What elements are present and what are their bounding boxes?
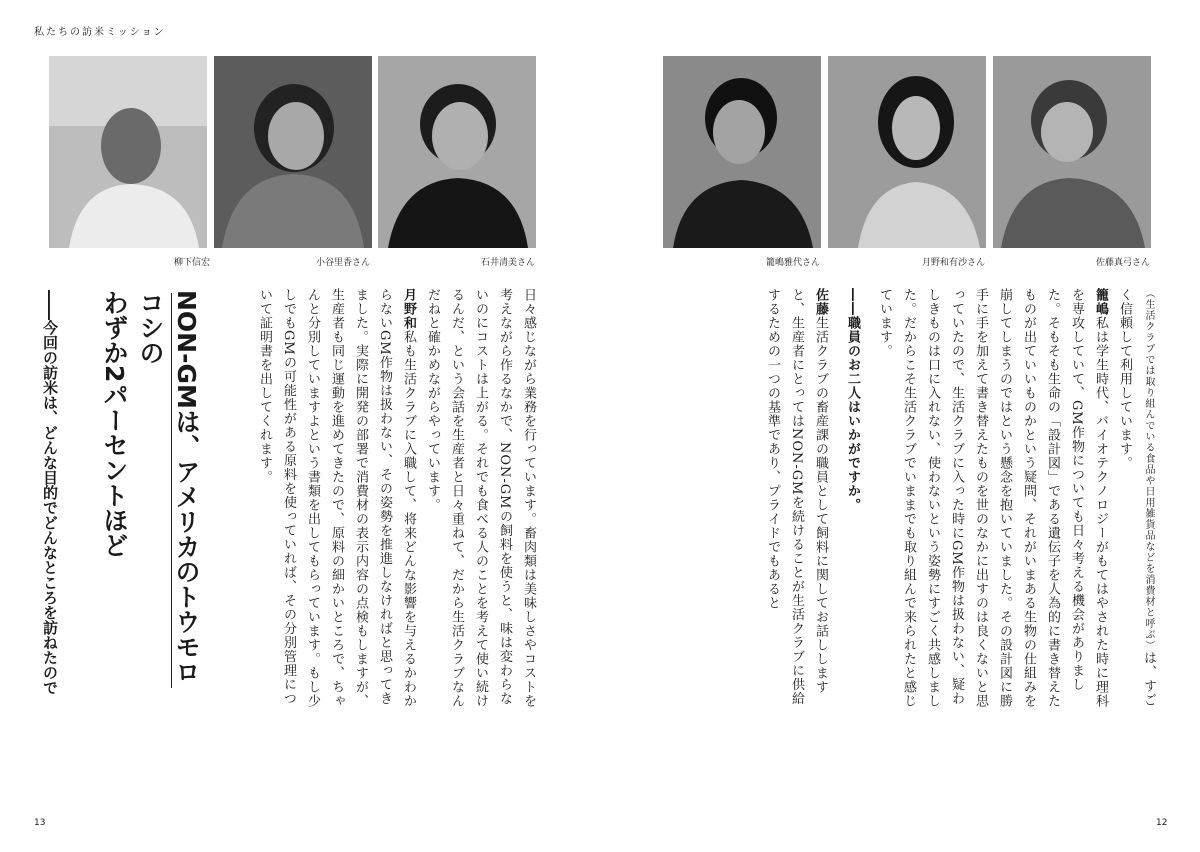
headline-line-1: NON-GMは、アメリカのトウモロコシの [136,290,201,684]
paragraph: 私は学生時代、バイオテクノロジーがもてはやされた時に理科を専攻していて、GM作物についても日々考える機会がありました。そもそも生命の「設計図」である遺伝子を人為的に書き替えたものが出ていいものかという疑問、それがいまある生物の仕組みを崩してしまうのではという懸念を抱いていました。その設計図に勝手に手を加えて書き替えたものを世のなかに出すのは良くないと思っていたので、生活クラブに入った時にGM作物は扱わない、疑わしきものは口に入れない、使わないという姿勢にすごく共感しました。だからこそ生活クラブでいままでも取り組んで来られたと感じています。 [877,288,1108,708]
headline-line-2: わずか2パーセントほど [100,290,129,558]
lead-question: ――今回の訪米は、どんな目的でどんなところを訪ねたので [41,290,59,695]
paragraph: 生活クラブの畜産課の職員として飼料に関してお話ししますと、生産者にとってはNON-GMを続けることが生活クラブに供給するための一つの基準であり、プライドでもあると [765,288,828,706]
interviewer-question: ――職員のお二人はいかがですか。 [845,288,860,512]
caption-4: 籠嶋雅代さん [765,258,820,268]
left-page-text [200,288,540,708]
caption-1: 柳下信宏 [173,258,210,268]
portrait-photo-4 [663,56,821,248]
speaker-name: 月野和 [401,288,416,330]
caption-3: 石井清美さん [480,258,535,268]
portrait-photo-5 [828,56,986,248]
paragraph: 日々感じながら業務を行っています。畜肉類は美味しさやコストを考えながら作るなかで、NON-GMの飼料を使うと、味は変わらないのにコストは上がる。それでも食べる人のことを考えて使い続けるんだ、という会話を生産者と日々重ねて、だから生活クラブなんだねと確かめながらやっています。 [425,288,536,708]
section-header: 私たちの訪米ミッション [34,27,166,38]
paragraph: は、すごく信頼して利用しています。 [1117,288,1156,707]
portrait-photo-2 [214,56,372,248]
portrait-photo-3 [378,56,536,248]
page-number-right: 12 [1156,818,1168,828]
vertical-divider [171,293,172,688]
speaker-name: 籠嶋 [1093,288,1108,316]
paragraph: 私も生活クラブに入職して、将来どんな影響を与えるかわからないGM作物は扱わない、その姿勢を推進しなければと思ってきました。実際に開発の部署で消費材の表示内容の点検もしますが、生産者も同じ運動を進めてきたので、原料の細かいところで、ちゃんと分別していますよという書類を出してもらっています。もし少しでもGMの可能性がある原料を使っていれば、その分別管理について証明書を出してくれます。 [257,288,416,708]
portrait-photo-1 [49,56,207,248]
caption-5: 月野和有沙さん [921,258,985,268]
caption-6: 佐藤真弓さん [1095,258,1150,268]
portrait-photo-6 [993,56,1151,248]
page-number-left: 13 [34,818,46,828]
speaker-name: 佐藤 [813,288,828,316]
caption-2: 小谷里香さん [315,258,370,268]
right-page-text [660,288,1160,708]
headline [96,290,204,690]
paren-note: （生活クラブでは取り組んでいる食品や日用雑貨品などを消費材と呼ぶ） [1143,288,1154,651]
